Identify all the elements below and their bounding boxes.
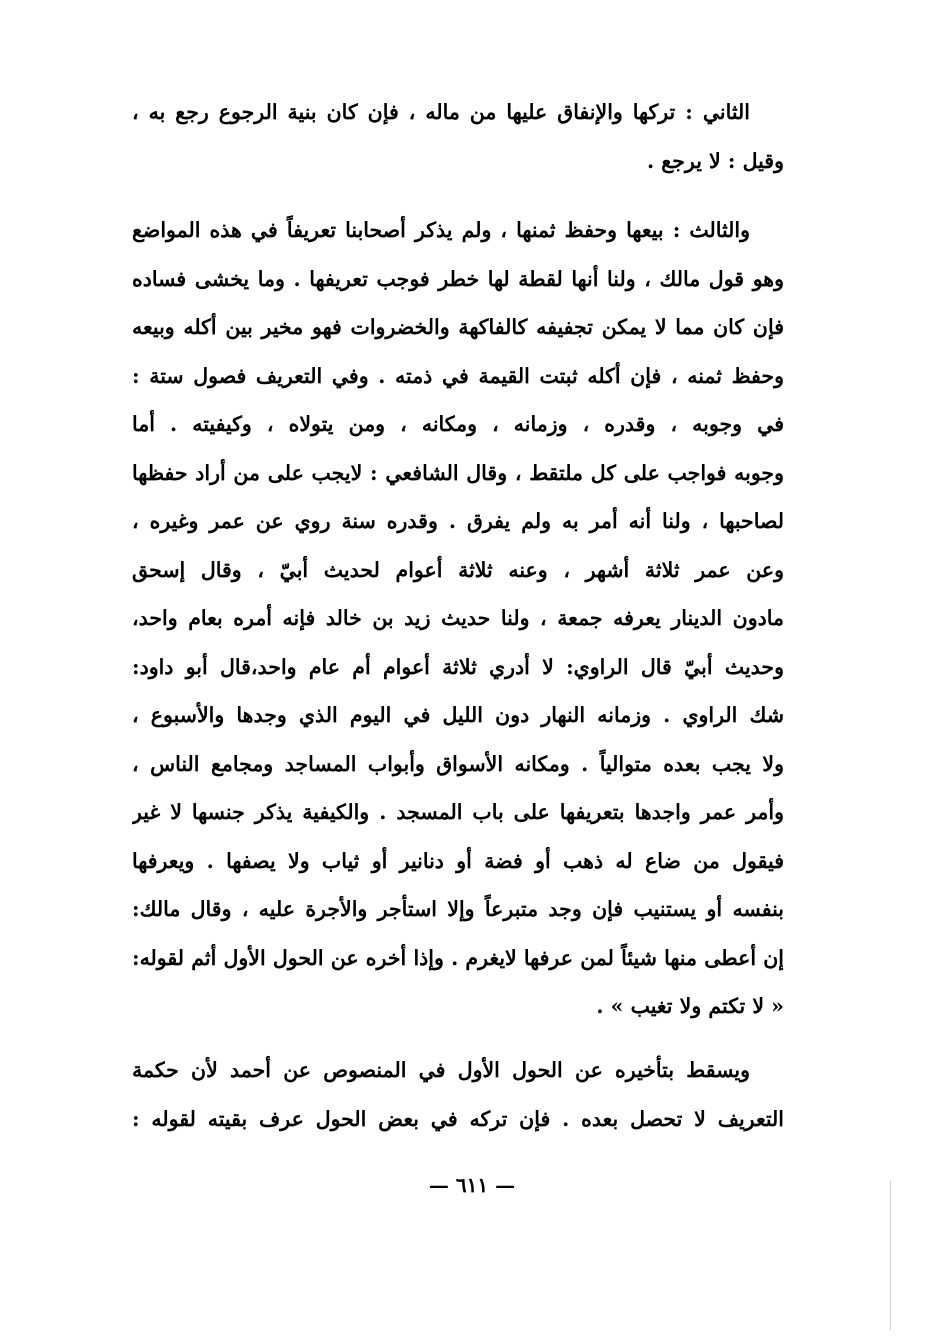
text-line: التعريف لا تحصل بعده . فإن تركه في بعض الحول عرف بقيته لقوله :	[132, 1106, 784, 1131]
text-line: وجوبه فواجب على كل ملتقط ، وقال الشافعي : لايجب على من أراد حفظها	[132, 460, 784, 485]
text-line: مادون الدينار يعرفه جمعة ، ولنا حديث زيد بن خالد فإنه أمره بعام واحد،	[132, 606, 784, 630]
text-line: وأمر عمر واجدها بتعريفها على باب المسجد . والكيفية يذكر جنسها لا غير	[132, 800, 784, 824]
scan-edge-line	[890, 1180, 891, 1330]
text-line: وقيل : لا يرجع .	[647, 148, 784, 173]
text-line: وحفظ ثمنه ، فإن أكله ثبتت القيمة في ذمته . وفي التعريف فصول ستة :	[132, 363, 784, 388]
text-line: شك الراوي . وزمانه النهار دون الليل في اليوم الذي وجدها والأسبوع ،	[132, 703, 784, 727]
paragraph-3	[132, 1046, 784, 1143]
page-number: — ٦١١ —	[428, 1173, 516, 1197]
text-line: ويسقط بتأخيره عن الحول الأول في المنصوص عن أحمد لأن حكمة	[132, 1058, 750, 1082]
text-line: وهو قول مالك ، ولنا أنها لقطة لها خطر فوجب تعريفها . وما يخشى فساده	[132, 266, 784, 291]
text-line: بنفسه أو يستنيب فإن وجد متبرعاً وإلا استأجر والأجرة عليه ، وقال مالك:	[132, 897, 784, 921]
text-line: وعن عمر ثلاثة أشهر ، وعنه ثلاثة أعوام لحديث أبيّ ، وقال إسحق	[132, 557, 784, 582]
text-line: فيقول من ضاع له ذهب أو فضة أو دنانير أو ثياب ولا يصفها . ويعرفها	[132, 848, 784, 873]
text-line: فإن كان مما لا يمكن تجفيفه كالفاكهة والخضروات فهو مخير بين أكله وبيعه	[132, 315, 784, 339]
paragraph-1	[132, 88, 784, 185]
text-line: في وجوبه ، وقدره ، وزمانه ، ومكانه ، ومن يتولاه ، وكيفيته . أما	[132, 412, 784, 436]
text-line: الثاني : تركها والإنفاق عليها من ماله ، فإن كان بنية الرجوع رجع به ،	[132, 100, 750, 124]
text-line: إن أعطى منها شيئاً لمن عرفها لايغرم . وإذا أخره عن الحول الأول أثم لقوله:	[132, 945, 784, 970]
paragraph-2	[132, 206, 784, 1031]
text-line: لصاحبها ، ولنا أنه أمر به ولم يفرق . وقدره سنة روي عن عمر وغيره ،	[132, 509, 784, 533]
text-line: ولا يجب بعده متوالياً . ومكانه الأسواق وأبواب المساجد ومجامع الناس ،	[132, 751, 784, 776]
text-line: « لا تكتم ولا تغيب » .	[596, 994, 784, 1018]
text-line: والثالث : بيعها وحفظ ثمنها ، ولم يذكر أصحابنا تعريفاً في هذه المواضع	[132, 218, 750, 242]
text-line: وحديث أبيّ قال الراوي: لا أدري ثلاثة أعوام أم عام واحد،قال أبو داود:	[132, 654, 784, 679]
